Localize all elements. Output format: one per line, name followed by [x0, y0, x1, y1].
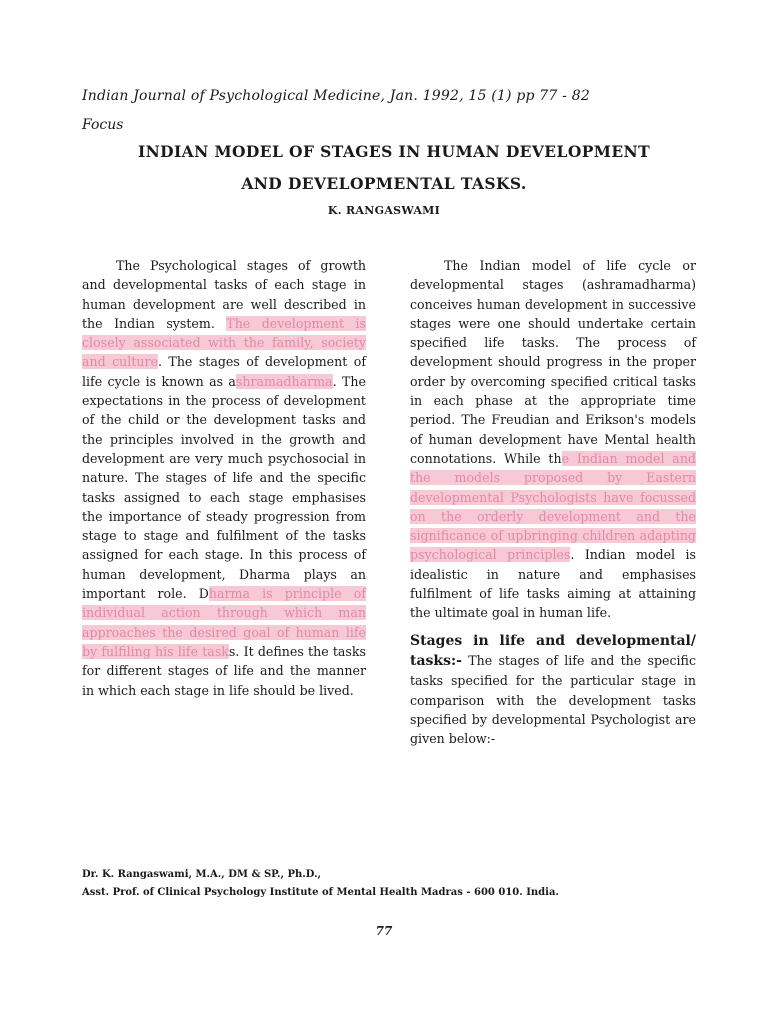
right-highlight: e Indian model and the models proposed by Eastern developmental Psychologists have focussed on the orderly development and the significance of upbringing children adapting psychological principles: [410, 450, 696, 563]
author-name: K. RANGASWAMI: [327, 204, 441, 217]
section-label: Focus: [82, 117, 124, 133]
author-footnote: [82, 866, 702, 902]
left-column: [82, 256, 366, 700]
left-highlight-2: shramadharma: [235, 373, 333, 389]
footnote-line-2: Asst. Prof. of Clinical Psychology Institute of Mental Health Madras - 600 010. India.: [82, 887, 559, 898]
journal-citation: Indian Journal of Psychological Medicine, Jan. 1992, 15 (1) pp 77 - 82: [82, 88, 590, 104]
right-text-2: . Indian model is idealistic in nature and emphasises fulfilment of life tasks aiming at attaining the ultimate goal in human life.: [410, 547, 696, 621]
right-paragraph: [410, 256, 696, 623]
left-paragraph: [82, 256, 366, 700]
right-column: [410, 256, 696, 748]
left-text-1: The Psychological stages of growth and developmental tasks of each stage in human development are well described in the Indian system.: [82, 258, 366, 331]
page-number: 77: [375, 924, 393, 938]
article-title-line-1: INDIAN MODEL OF STAGES IN HUMAN DEVELOPMENT: [137, 142, 651, 161]
left-text-3: . The expectations in the process of development of the child or the development tasks and the principles involved in the growth and development are very much psychosocial in nature. The stages of life and the specific tasks assigned to each stage emphasises the importance of steady progression from stage to stage and fulfilment of the tasks assigned for each stage. In this process of human development, Dharma plays an important role. D: [82, 373, 366, 602]
left-text-4: s. It defines the tasks for different stages of life and the manner in which each stage in life should be lived.: [82, 643, 366, 698]
left-highlight-3: harma is principle of individual action through which man approaches the desired goal of human life by fulfiling his life task: [82, 586, 366, 659]
stages-section: [410, 631, 696, 749]
right-text-1: The Indian model of life cycle or developmental stages (ashramadharma) conceives human development in successive stages were one should undertake certain specified life tasks. The process of development should progress in the proper order by overcoming specified critical tasks in each phase at the appropriate time period. The Freudian and Erikson's models of human development have Mental health connotations. While th: [410, 258, 696, 466]
section-text: The stages of life and the specific tasks specified for the particular stage in comparison with the development tasks specified by developmental Psychologist are given below:-: [410, 652, 696, 747]
article-title-line-2: AND DEVELOPMENTAL TASKS.: [241, 174, 527, 193]
left-text-2: . The stages of development of life cycle is known as a: [82, 354, 366, 389]
left-highlight-1: The development is closely associated with the family, society and culture: [82, 315, 366, 370]
section-heading: Stages in life and developmental/ tasks:-: [410, 632, 696, 669]
footnote-line-1: Dr. K. Rangaswami, M.A., DM & SP., Ph.D.,: [82, 869, 322, 880]
